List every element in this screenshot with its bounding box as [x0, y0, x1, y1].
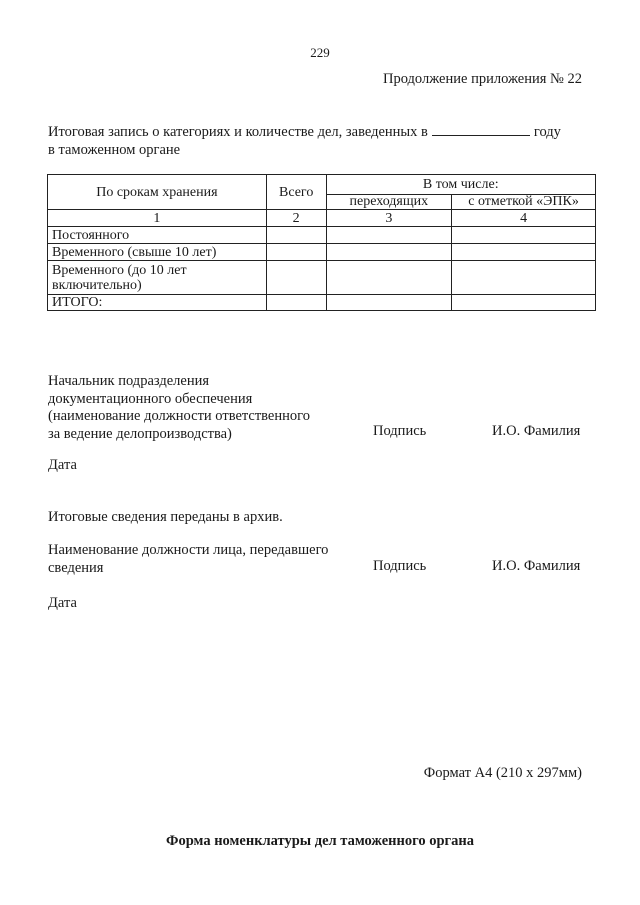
empty-cell — [266, 261, 326, 295]
empty-cell — [326, 227, 452, 244]
row-label: Временного (свыше 10 лет) — [48, 244, 267, 261]
empty-cell — [266, 244, 326, 261]
empty-cell — [326, 244, 452, 261]
column-number-row — [48, 210, 596, 227]
total-row — [48, 295, 596, 311]
empty-cell — [452, 227, 596, 244]
form-title: Форма номенклатуры дел таможенного органа — [166, 833, 474, 849]
table-row — [48, 261, 596, 295]
row-label: ИТОГО: — [48, 295, 267, 311]
column-number: 4 — [452, 210, 596, 227]
archive-note: Итоговые сведения переданы в архив. — [48, 509, 283, 525]
empty-cell — [452, 261, 596, 295]
signatory-line: (наименование должности ответственного — [48, 408, 310, 424]
page-number: 229 — [310, 45, 330, 60]
name-label: И.О. Фамилия — [492, 558, 581, 574]
date-label: Дата — [48, 595, 77, 611]
empty-cell — [266, 295, 326, 311]
name-label: И.О. Фамилия — [492, 423, 581, 439]
header-total: Всего — [266, 175, 326, 210]
empty-cell — [326, 295, 452, 311]
appendix-title: Продолжение приложения № 22 — [383, 71, 582, 87]
signatory-line: Начальник подразделения — [48, 373, 210, 389]
summary-table — [47, 174, 596, 311]
signatory-line: документационного обеспечения — [48, 390, 253, 407]
intro-line-2: в таможенном органе — [48, 142, 181, 158]
signatory-line: Наименование должности лица, передавшего — [48, 542, 329, 558]
signatory-title-2 — [48, 542, 328, 577]
year-blank-field — [432, 123, 530, 136]
header-storage-period: По срокам хранения — [48, 175, 267, 210]
signature-label: Подпись — [373, 423, 427, 439]
column-number: 2 — [266, 210, 326, 227]
header-epk-mark: с отметкой «ЭПК» — [452, 195, 596, 210]
empty-cell — [266, 227, 326, 244]
intro-text-after: году — [533, 124, 561, 140]
signatory-line: сведения — [48, 559, 104, 576]
header-carried-over: переходящих — [326, 195, 452, 210]
column-number: 1 — [48, 210, 267, 227]
intro-line-1 — [48, 123, 561, 140]
signature-label: Подпись — [373, 558, 427, 574]
empty-cell — [452, 295, 596, 311]
column-number: 3 — [326, 210, 452, 227]
row-label-line: Временного (до 10 лет — [52, 262, 187, 278]
intro-text-before: Итоговая запись о категориях и количестве дел, заведенных в — [48, 124, 428, 140]
row-label-line: включительно) — [52, 277, 142, 293]
date-label: Дата — [48, 457, 77, 473]
signatory-title-1 — [48, 373, 310, 443]
empty-cell — [452, 244, 596, 261]
format-note: Формат А4 (210 х 297мм) — [423, 765, 582, 781]
header-including: В том числе: — [326, 175, 595, 195]
table-row — [48, 227, 596, 244]
signatory-line: за ведение делопроизводства) — [48, 425, 232, 442]
empty-cell — [326, 261, 452, 295]
row-label: Постоянного — [48, 227, 267, 244]
row-label — [48, 261, 267, 295]
table-row — [48, 244, 596, 261]
